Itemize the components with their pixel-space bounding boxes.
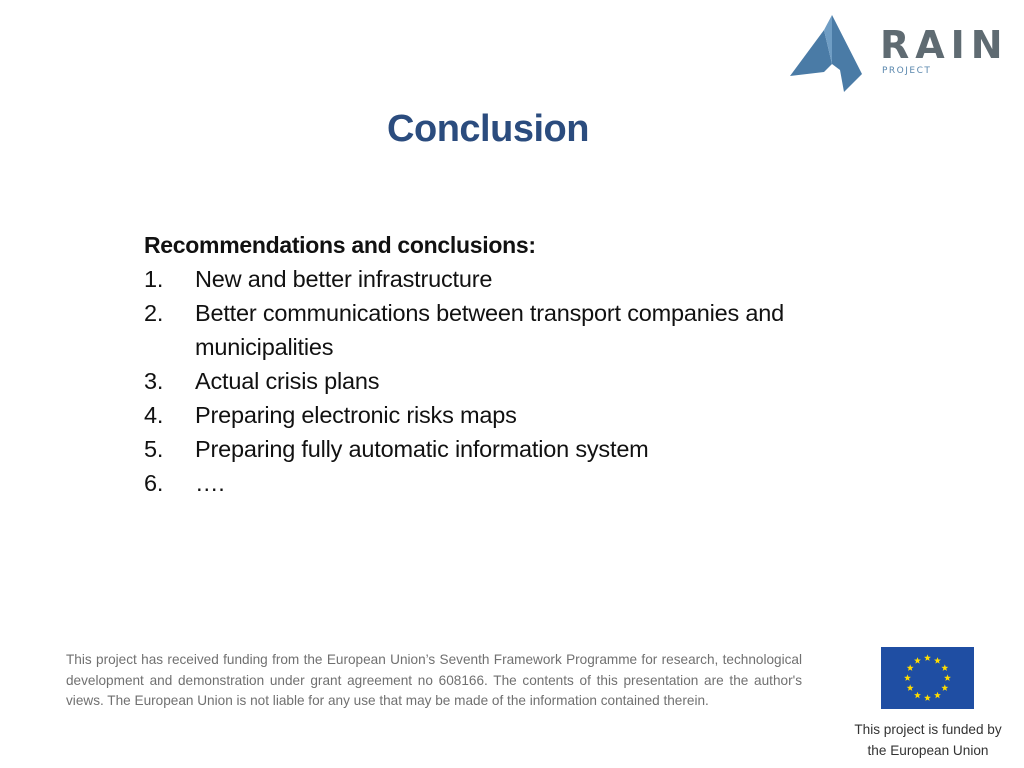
list-item-number: 3. [144,368,164,394]
recommendations-list [144,262,904,500]
list-item-text: New and better infrastructure [195,266,493,292]
list-item [144,364,904,398]
list-item-number: 1. [144,266,164,292]
list-item-text: Preparing electronic risks maps [195,402,517,428]
eu-funding-caption [836,719,1020,761]
list-item-number: 6. [144,470,164,496]
list-item-text: Preparing fully automatic information system [195,436,649,462]
list-item-text: Actual crisis plans [195,368,380,394]
logo-wordmark: RAIN [880,23,1009,67]
list-item-text: Better communications between transport companies and municipalities [195,300,784,360]
list-item-number: 4. [144,402,164,428]
rain-project-logo [788,12,1020,92]
list-item [144,262,904,296]
logo-subtitle: PROJECT [882,66,932,76]
list-item-number: 5. [144,436,164,462]
list-item [144,432,904,466]
eu-flag-icon [881,647,974,709]
list-item-text: …. [195,470,225,496]
rain-mountain-icon [788,12,868,92]
eu-caption-line: This project is funded by [854,722,1002,737]
slide-content [144,228,904,500]
list-item [144,466,904,500]
list-item [144,296,904,364]
list-item [144,398,904,432]
list-item-number: 2. [144,300,164,326]
funding-disclaimer: This project has received funding from the European Union’s Seventh Framework Programme for research, technological development and demonstration under grant agreement no 608166. The contents of this presentation are the author's views. The European Union is not liable for any use that may be made of the information contained therein. [66,652,802,708]
slide-title: Conclusion [387,108,589,150]
list-heading: Recommendations and conclusions: [144,232,536,258]
eu-caption-line: the European Union [867,743,989,758]
